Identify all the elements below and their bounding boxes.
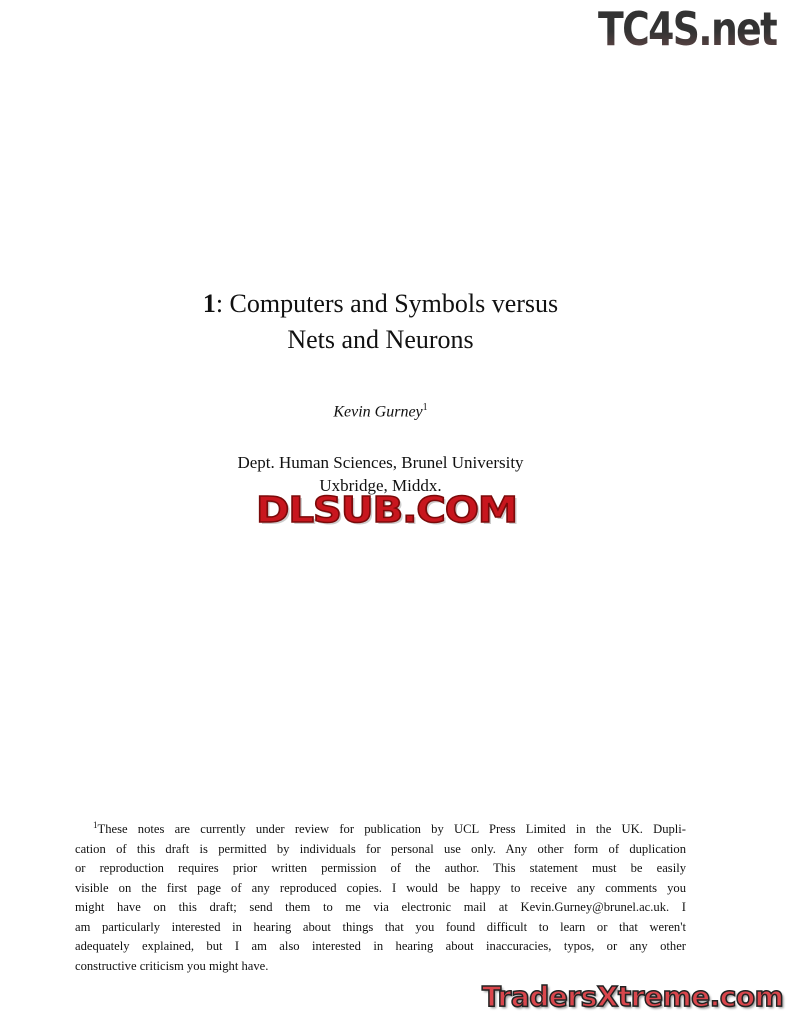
- footnote-line: am particularly interested in hearing about things that you found difficult to learn or that weren't: [75, 919, 686, 934]
- footnote-line-text: These notes are currently under review for publication by UCL Press Limited in the UK. Dupli-: [97, 822, 686, 837]
- footnote-line: adequately explained, but I am also interested in hearing about inaccuracies, typos, or any other: [75, 939, 686, 954]
- chapter-number: 1: [202, 289, 216, 318]
- footnote-line: [75, 816, 686, 840]
- footnote-mark: 1: [93, 820, 98, 830]
- chapter-title: [0, 286, 761, 358]
- footnote-line: visible on the first page of any reproduced copies. I would be happy to receive any comments you: [75, 880, 686, 895]
- affiliation-line-1: Dept. Human Sciences, Brunel University: [237, 453, 524, 472]
- footnote: [75, 816, 686, 976]
- author-name: Kevin Gurney: [333, 403, 423, 421]
- watermark-dlsub-logo: DLSUB.COM: [256, 490, 517, 531]
- affiliation-line-2: Uxbridge, Middx.: [319, 476, 442, 495]
- footnote-line: cation of this draft is permitted by individuals for personal use only. Any other form of duplication: [75, 841, 686, 856]
- footnote-line: or reproduction requires prior written permission of the author. This statement must be easily: [75, 861, 686, 876]
- author-footnote-mark: 1: [422, 402, 428, 413]
- title-line-2: Nets and Neurons: [287, 325, 474, 354]
- footnote-line: might have on this draft; send them to me via electronic mail at Kevin.Gurney@brunel.ac.uk. I: [75, 900, 686, 915]
- footnote-line: constructive criticism you might have.: [75, 958, 269, 973]
- author: [0, 402, 761, 421]
- watermark-tc4s-logo: TC4S.net: [598, 2, 777, 56]
- watermark-tradersxtreme-logo: TradersXtreme.com: [482, 980, 784, 1013]
- title-line-1: : Computers and Symbols versus: [215, 289, 559, 318]
